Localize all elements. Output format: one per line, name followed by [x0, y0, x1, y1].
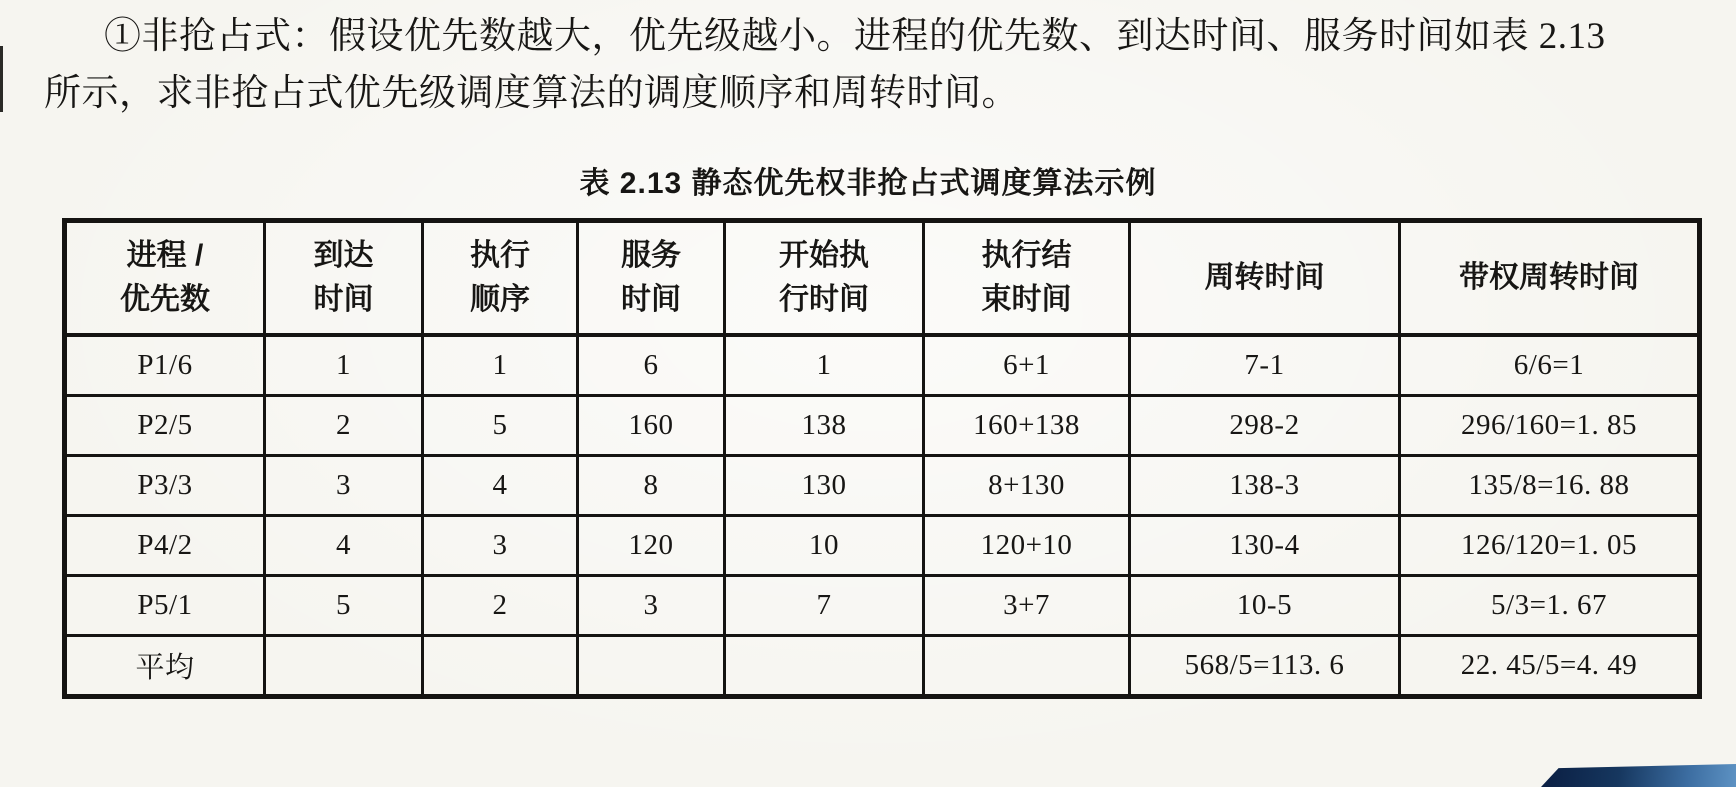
table-cell: 10	[725, 516, 924, 576]
table-cell: 2	[265, 396, 423, 456]
header-text: 服务	[621, 239, 681, 272]
table-cell: 5	[423, 396, 578, 456]
header-text: 执行	[470, 239, 530, 272]
row-average	[65, 636, 1700, 697]
table-cell: 平均	[65, 636, 265, 697]
table-cell: 130	[725, 456, 924, 516]
table-cell: 126/120=1. 05	[1400, 516, 1700, 576]
table-cell: 1	[725, 335, 924, 396]
table-cell: 8+130	[924, 456, 1130, 516]
row-p1	[65, 335, 1700, 396]
table-cell: 10-5	[1130, 576, 1400, 636]
header-text: 时间	[313, 283, 374, 316]
table-cell: 5	[265, 576, 423, 636]
table-cell: 6/6=1	[1400, 335, 1700, 396]
table-cell: 7-1	[1130, 335, 1400, 396]
header-text: 带权周转时间	[1459, 261, 1639, 294]
table-cell: 3	[265, 456, 423, 516]
col-header-weighted-turnaround-time	[1400, 221, 1700, 336]
table-cell: P2/5	[65, 396, 265, 456]
table-cell	[423, 636, 578, 697]
row-p3	[65, 456, 1700, 516]
table-cell: 120	[578, 516, 725, 576]
table-cell	[924, 636, 1130, 697]
table-cell: 160+138	[924, 396, 1130, 456]
col-header-start-time	[725, 221, 924, 336]
header-text: 执行结	[981, 239, 1072, 272]
table-cell: 135/8=16. 88	[1400, 456, 1700, 516]
table-cell: 160	[578, 396, 725, 456]
header-text: 行时间	[779, 283, 869, 316]
col-header-process-priority	[65, 221, 265, 336]
header-text: 周转时间	[1204, 261, 1325, 294]
table-cell: P4/2	[65, 516, 265, 576]
header-text: 进程 /	[126, 239, 204, 272]
row-p5	[65, 576, 1700, 636]
header-text: 到达	[313, 239, 374, 272]
table-cell: 1	[265, 335, 423, 396]
header-row	[65, 221, 1700, 336]
row-p2	[65, 396, 1700, 456]
table-cell: 7	[725, 576, 924, 636]
table-cell: P5/1	[65, 576, 265, 636]
paragraph-line-2: 所示，求非抢占式优先级调度算法的调度顺序和周转时间。	[44, 73, 1019, 114]
corner-blue-ribbon-decoration	[1541, 764, 1736, 787]
table-cell: 296/160=1. 85	[1400, 396, 1700, 456]
paragraph-line-1: ①非抢占式：假设优先数越大，优先级越小。进程的优先数、到达时间、服务时间如表 2.13	[104, 16, 1606, 57]
table-cell: 120+10	[924, 516, 1130, 576]
row-p4	[65, 516, 1700, 576]
table-cell: 22. 45/5=4. 49	[1400, 636, 1700, 697]
header-text: 优先数	[120, 283, 210, 316]
header-text: 开始执	[779, 239, 869, 272]
table-cell: 8	[578, 456, 725, 516]
table-cell: 5/3=1. 67	[1400, 576, 1700, 636]
table-cell: 6	[578, 335, 725, 396]
table-cell: 130-4	[1130, 516, 1400, 576]
scan-edge-artifact	[0, 46, 3, 112]
table-cell: P3/3	[65, 456, 265, 516]
col-header-exec-order	[423, 221, 578, 336]
intro-paragraph	[0, 0, 1736, 122]
scheduling-table	[62, 218, 1702, 699]
table-cell: 2	[423, 576, 578, 636]
table-cell: 568/5=113. 6	[1130, 636, 1400, 697]
header-text: 束时间	[981, 283, 1072, 316]
col-header-service-time	[578, 221, 725, 336]
table-cell	[725, 636, 924, 697]
col-header-arrival-time	[265, 221, 423, 336]
table-cell	[578, 636, 725, 697]
table-cell: 3+7	[924, 576, 1130, 636]
header-text: 顺序	[470, 283, 530, 316]
table-cell: 3	[423, 516, 578, 576]
table-cell: 6+1	[924, 335, 1130, 396]
table-cell: 1	[423, 335, 578, 396]
table-cell: 138-3	[1130, 456, 1400, 516]
table-cell: 3	[578, 576, 725, 636]
header-text: 时间	[621, 283, 681, 316]
table-cell: 4	[423, 456, 578, 516]
col-header-turnaround-time	[1130, 221, 1400, 336]
col-header-finish-time	[924, 221, 1130, 336]
table-cell: 138	[725, 396, 924, 456]
table-cell: P1/6	[65, 335, 265, 396]
table-caption: 表 2.13 静态优先权非抢占式调度算法示例	[579, 167, 1157, 200]
table-cell	[265, 636, 423, 697]
table-cell: 4	[265, 516, 423, 576]
table-cell: 298-2	[1130, 396, 1400, 456]
